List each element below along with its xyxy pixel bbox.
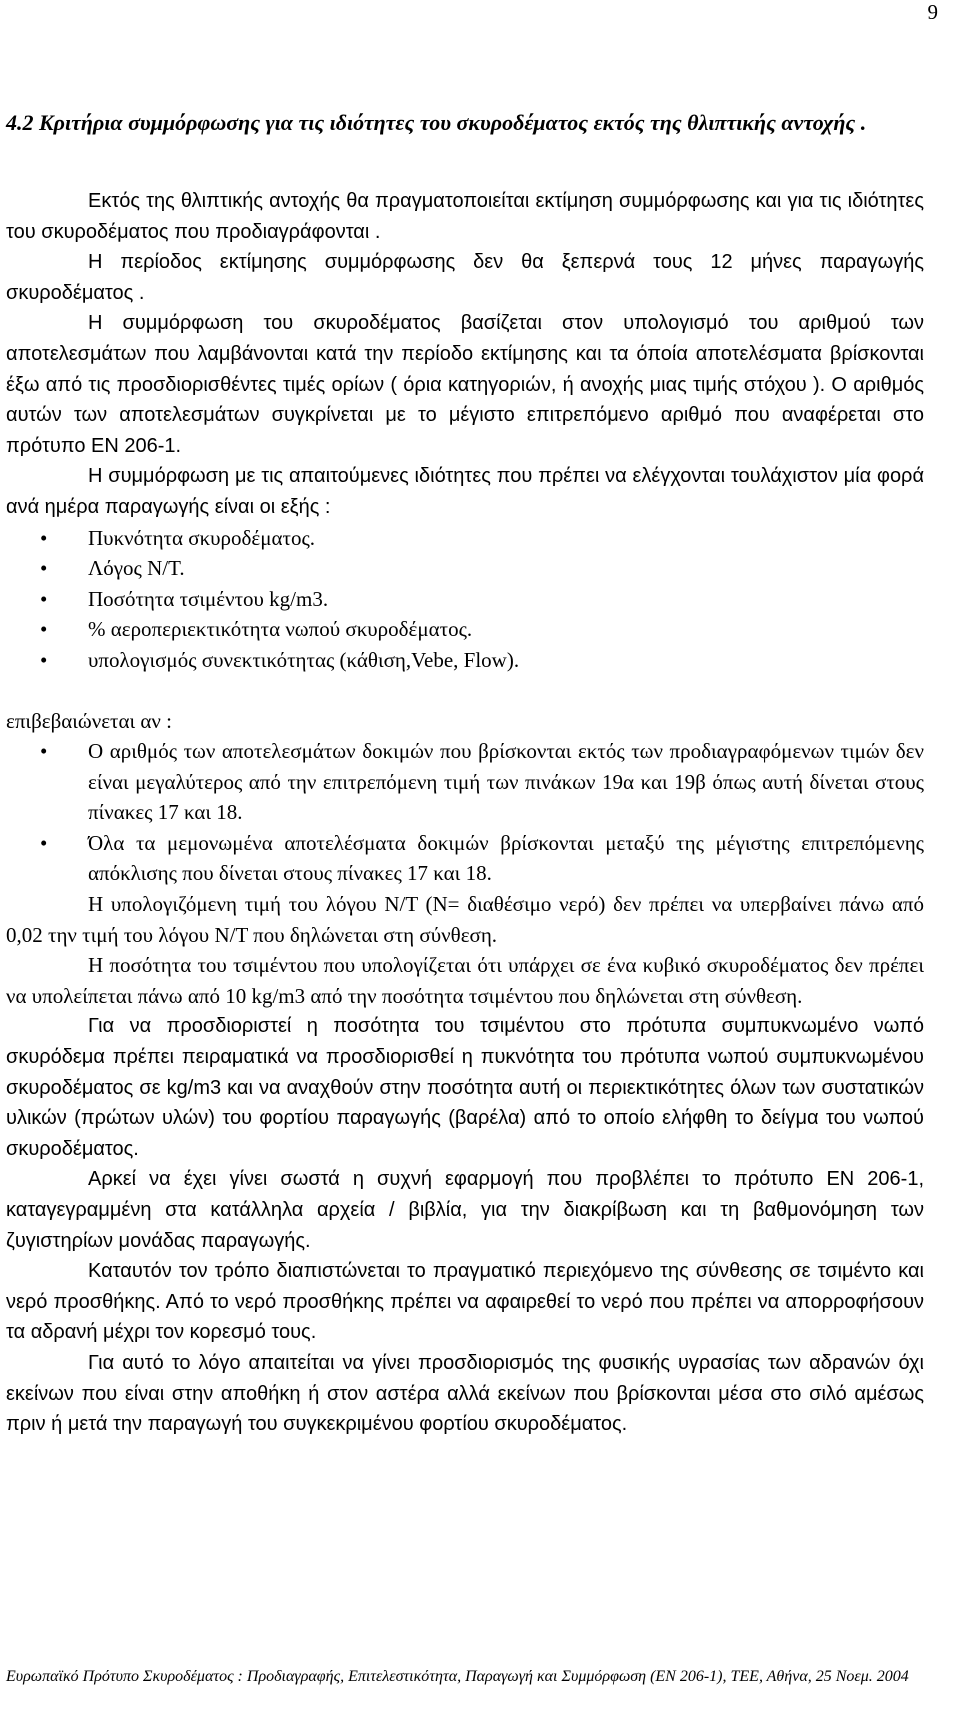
list-item: • Ποσότητα τσιμέντου kg/m3. bbox=[6, 584, 924, 615]
list-item: • Όλα τα μεμονωμένα αποτελέσματα δοκιμών βρίσκονται μεταξύ της μέγιστης επιτρεπόμενης απόκλισης που δίνεται στους πίνακες 17 και 18. bbox=[6, 828, 924, 889]
paragraph-moisture: Για αυτό το λόγο απαιτείται να γίνει προσδιορισμός της φυσικής υγρασίας των αδρανών όχι εκείνων που είναι στην αποθήκη ή στον αστέρα αλλά εκείνων που βρίσκονται μέσα στο σιλό αμέσως πριν ή μετά την παραγωγή του συγκεκριμένου φορτίου σκυροδέματος. bbox=[6, 1351, 924, 1436]
verify-conditions-list bbox=[6, 736, 924, 889]
list-item: • Πυκνότητα σκυροδέματος. bbox=[6, 523, 924, 554]
document-body bbox=[6, 108, 924, 1440]
bullet-icon: • bbox=[40, 739, 48, 764]
list-item: • % αεροπεριεκτικότητα νωπού σκυροδέματος. bbox=[6, 614, 924, 645]
daily-properties-list bbox=[6, 523, 924, 676]
paragraph-calibration: Αρκεί να έχει γίνει σωστά η συχνή εφαρμογή που προβλέπει το πρότυπο ΕΝ 206-1, καταγεγραμμένη στα κατάλληλα αρχεία / βιβλία, για την διακρίβωση και τη βαθμονόμηση των ζυγιστηρίων μονάδας παραγωγής. bbox=[6, 1168, 924, 1252]
footer-citation: Ευρωπαϊκό Πρότυπο Σκυροδέματος : Προδιαγραφής, Επιτελεστικότητα, Παραγωγή και Συμμόρφωση (ΕΝ 206-1), ΤΕΕ, Αθήνα, 25 Νοεμ. 2004 bbox=[6, 1668, 909, 1685]
paragraph-period: Η περίοδος εκτίμησης συμμόρφωσης δεν θα ξεπερνά τους 12 μήνες παραγωγής σκυροδέματος . bbox=[6, 251, 924, 304]
bullet-icon: • bbox=[40, 586, 48, 611]
list-item: • υπολογισμός συνεκτικότητας (κάθιση,Vebe, Flow). bbox=[6, 645, 924, 676]
paragraph-intro: Εκτός της θλιπτικής αντοχής θα πραγματοποιείται εκτίμηση συμμόρφωσης και για τις ιδιότητες του σκυροδέματος που προδιαγράφονται . bbox=[6, 190, 924, 243]
list-item: • Λόγος Ν/Τ. bbox=[6, 553, 924, 584]
paragraph-water-content: Καταυτόν τον τρόπο διαπιστώνεται το πραγματικό περιεχόμενο της σύνθεσης σε τσιμέντο και νερό προσθήκης. Από το νερό προσθήκης πρέπει να αφαιρεθεί το νερό που πρέπει να απορροφήσουν τα αδρανή μέχρι τον κορεσμό τους. bbox=[6, 1260, 924, 1344]
paragraph-cement-determination: Για να προσδιοριστεί η ποσότητα του τσιμέντου στο πρότυπα συμπυκνωμένο νωπό σκυρόδεμα πρέπει πειραματικά να προσδιορισθεί η πυκνότητα του πρότυπα νωπού συμπυκνωμένου σκυροδέματος σε kg/m3 και να αναχθούν στην ποσότητα αυτή οι περιεκτικότητες όλων των συστατικών υλικών (πρώτων υλών) του φορτίου παραγωγής (βαρέλα) από το οποίο ελήφθη το δείγμα του νωπού σκυροδέματος. bbox=[6, 1015, 924, 1160]
paragraph-compliance-basis: Η συμμόρφωση του σκυροδέματος βασίζεται στον υπολογισμό του αριθμού των αποτελεσμάτων που λαμβάνονται κατά την περίοδο εκτίμησης και τα όποία αποτελέσματα βρίσκονται έξω από τις προσδιορισθέντες τιμές ορίων ( όρια κατηγοριών, ή ανοχής μιας τιμής στόχου ). Ο αριθμός αυτών των αποτελεσμάτων συγκρίνεται με το μέγιστο επιτρεπόμενο αριθμό που αναφέρεται στο πρότυπο ΕΝ 206-1. bbox=[6, 312, 924, 457]
paragraph-wc-ratio: Η υπολογιζόμενη τιμή του λόγου Ν/Τ (Ν= διαθέσιμο νερό) δεν πρέπει να υπερβαίνει πάνω από 0,02 την τιμή του λόγου Ν/Τ που δηλώνεται στη σύνθεση. bbox=[6, 892, 924, 947]
section-heading: 4.2 Κριτήρια συμμόρφωσης για τις ιδιότητες του σκυροδέματος εκτός της θλιπτικής αντοχής . bbox=[6, 110, 867, 135]
bullet-icon: • bbox=[40, 647, 48, 672]
bullet-icon: • bbox=[40, 617, 48, 642]
bullet-icon: • bbox=[40, 556, 48, 581]
bullet-icon: • bbox=[40, 830, 48, 855]
list-item: • Ο αριθμός των αποτελεσμάτων δοκιμών που βρίσκονται εκτός των προδιαγραφόμενων τιμών δεν είναι μεγαλύτερος από την επιτρεπόμενη τιμή των πινάκων 19α και 19β όπως αυτή δίνεται στους πίνακες 17 και 18. bbox=[6, 736, 924, 828]
verify-label: επιβεβαιώνεται αν : bbox=[6, 708, 172, 733]
paragraph-cement-quantity: Η ποσότητα του τσιμέντου που υπολογίζεται ότι υπάρχει σε ένα κυβικό σκυροδέματος δεν πρέπει να υπολείπεται πάνω από 10 kg/m3 από την ποσότητα τσιμέντου που δηλώνεται στη σύνθεση. bbox=[6, 953, 924, 1008]
bullet-icon: • bbox=[40, 525, 48, 550]
paragraph-daily-checks: Η συμμόρφωση με τις απαιτούμενες ιδιότητες που πρέπει να ελέγχονται τουλάχιστον μία φορά ανά ημέρα παραγωγής είναι οι εξής : bbox=[6, 465, 924, 518]
page-number: 9 bbox=[927, 0, 938, 24]
